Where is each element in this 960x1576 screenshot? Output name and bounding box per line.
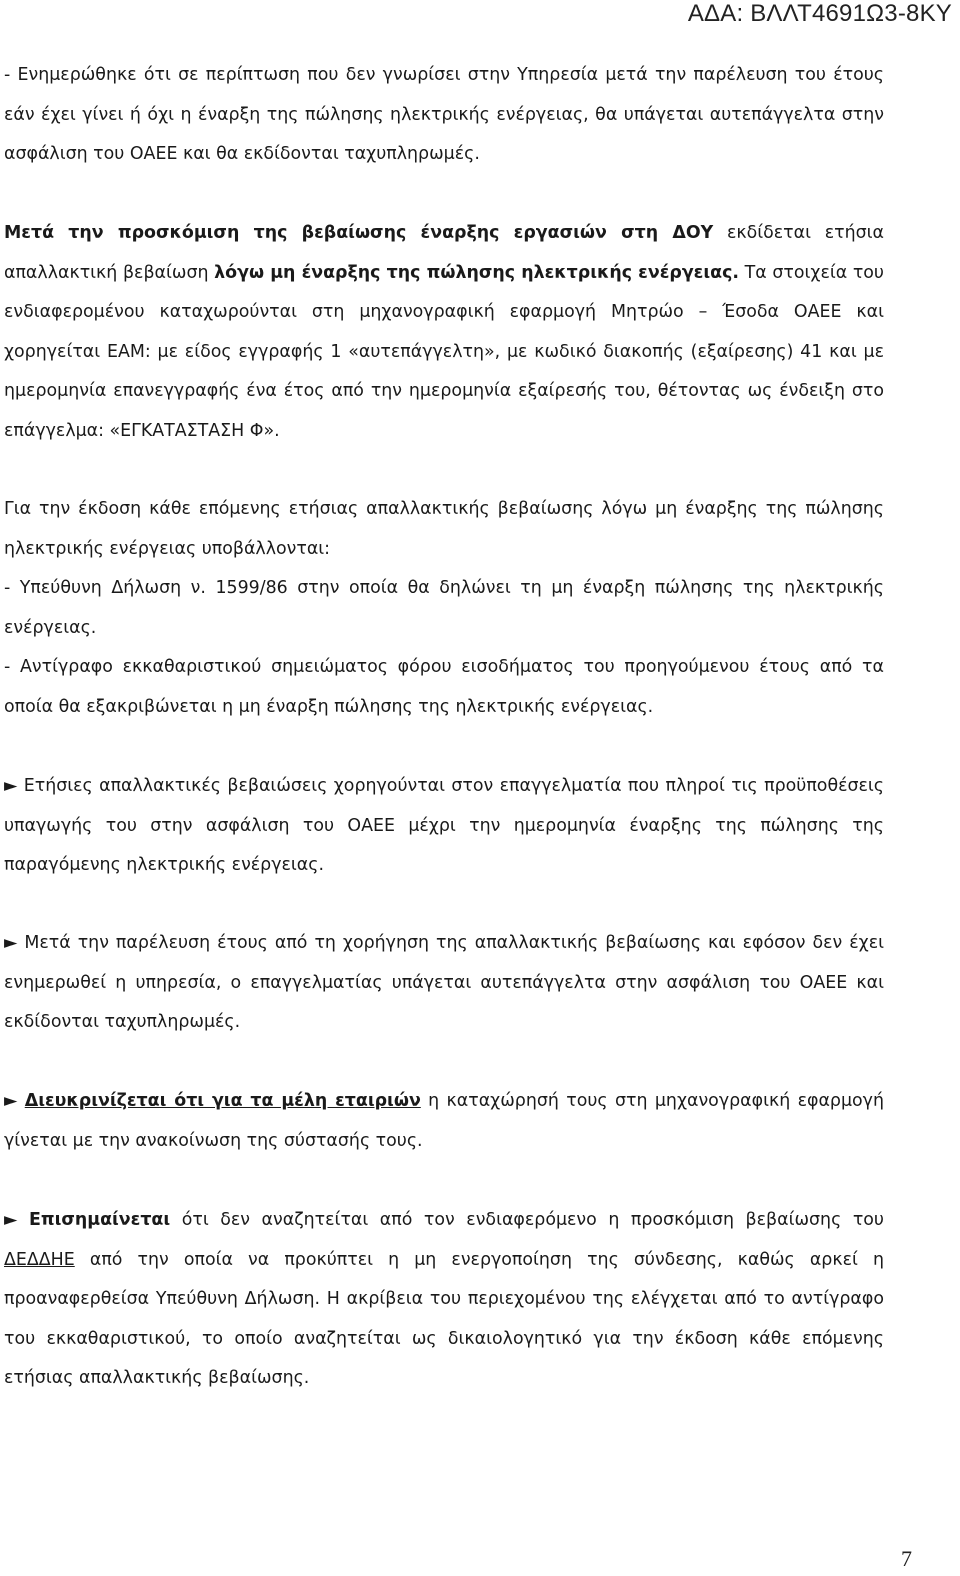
paragraph-text: - Ενημερώθηκε ότι σε περίπτωση που δεν γνωρίσει στην Υπηρεσία μετά την παρέλευση του έτους εάν έχει γίνει ή όχι η έναρξη της πώλησης ηλεκτρικής ενέργειας, θα υπάγεται αυτεπάγγελτα στην ασφάλιση του ΟΑΕΕ και θα εκδίδονται ταχυπληρωμές. xyxy=(4,65,884,164)
arrow-icon: ► xyxy=(4,1091,25,1111)
paragraph-text: Τα στοιχεία του ενδιαφερομένου καταχωρούνται στη μηχανογραφική εφαρμογή Μητρώο – Έσοδα ΟΑΕΕ και χορηγείται ΕΑΜ: με είδος εγγραφής 1 «αυτεπάγγελτη», με κωδικό διακοπής (εξαίρεσης) 41 και με ημερομηνία επανεγγραφής ένα έτος από την ημερομηνία εξαίρεσής του, θέτοντας ως ένδειξη στο επάγγελμα: «ΕΓΚΑΤΑΣΤΑΣΗ Φ». xyxy=(4,262,884,441)
list-item: - Αντίγραφο εκκαθαριστικού σημειώματος φόρου εισοδήματος του προηγούμενου έτους από τα οποία θα εξακριβώνεται η μη έναρξη πώλησης της ηλεκτρικής ενέργειας. xyxy=(4,657,884,717)
bold-underlined-text: Διευκρινίζεται ότι για τα μέλη εταιριών xyxy=(24,1091,421,1111)
paragraph-annual-exemption xyxy=(4,767,884,886)
arrow-icon: ► xyxy=(4,1210,29,1230)
list-item: - Υπεύθυνη Δήλωση ν. 1599/86 στην οποία θα δηλώνει τη μη έναρξη πώλησης της ηλεκτρικής ενέργειας. xyxy=(4,578,884,638)
bold-text: λόγω μη έναρξης της πώλησης ηλεκτρικής ενέργειας. xyxy=(214,262,740,283)
underlined-text: ΔΕΔΔΗΕ xyxy=(4,1249,75,1270)
paragraph-company-members xyxy=(4,1082,884,1161)
paragraph-certificate-issuance xyxy=(4,214,884,451)
paragraph-text: από την οποία να προκύπτει η μη ενεργοποίηση της σύνδεσης, καθώς αρκεί η προαναφερθείσα Υπεύθυνη Δήλωση. Η ακρίβεια του περιεχομένου της ελέγχεται από το αντίγραφο του εκκαθαριστικού, το οποίο αναζητείται ως δικαιολογητικό για την έκδοση κάθε επόμενης ετήσιας απαλλακτικής βεβαίωσης. xyxy=(4,1249,884,1388)
paragraph-subsequent-issuance xyxy=(4,490,884,727)
paragraph-text: Για την έκδοση κάθε επόμενης ετήσιας απαλλακτικής βεβαίωσης λόγω μη έναρξης της πώλησης ηλεκτρικής ενέργειας υποβάλλονται: xyxy=(4,499,884,559)
paragraph-emphasis xyxy=(4,1201,884,1399)
paragraph-text: ότι δεν αναζητείται από τον ενδιαφερόμενο η προσκόμιση βεβαίωσης του xyxy=(170,1210,884,1230)
bold-text: Επισημαίνεται xyxy=(28,1210,171,1230)
paragraph-text: εκδίδεται ετήσια απαλλακτική βεβαίωση xyxy=(4,223,884,283)
page-number: 7 xyxy=(901,1546,912,1571)
paragraph-text: ► Μετά την παρέλευση έτους από τη χορήγηση της απαλλακτικής βεβαίωσης και εφόσον δεν έχει ενημερωθεί η υπηρεσία, ο επαγγελματίας υπάγεται αυτεπάγγελτα στην ασφάλιση του ΟΑΕΕ και εκδίδονται ταχυπληρωμές. xyxy=(4,933,884,1032)
bold-text: Μετά την προσκόμιση της βεβαίωσης έναρξης εργασιών στη ΔΟΥ xyxy=(4,223,714,243)
paragraph-text: ► Ετήσιες απαλλακτικές βεβαιώσεις χορηγούνται στον επαγγελματία που πληροί τις προϋποθέσεις υπαγωγής του στην ασφάλιση του ΟΑΕΕ μέχρι την ημερομηνία έναρξης της πώλησης της παραγόμενης ηλεκτρικής ενέργειας. xyxy=(4,776,884,875)
paragraph-after-year xyxy=(4,924,884,1043)
ada-code: ΑΔΑ: ΒΛΛΤ4691Ω3-8ΚΥ xyxy=(687,0,952,27)
paragraph-notification xyxy=(4,56,884,175)
paragraph-text: η καταχώρησή τους στη μηχανογραφική εφαρμογή γίνεται με την ανακοίνωση της σύστασής τους. xyxy=(4,1091,884,1151)
